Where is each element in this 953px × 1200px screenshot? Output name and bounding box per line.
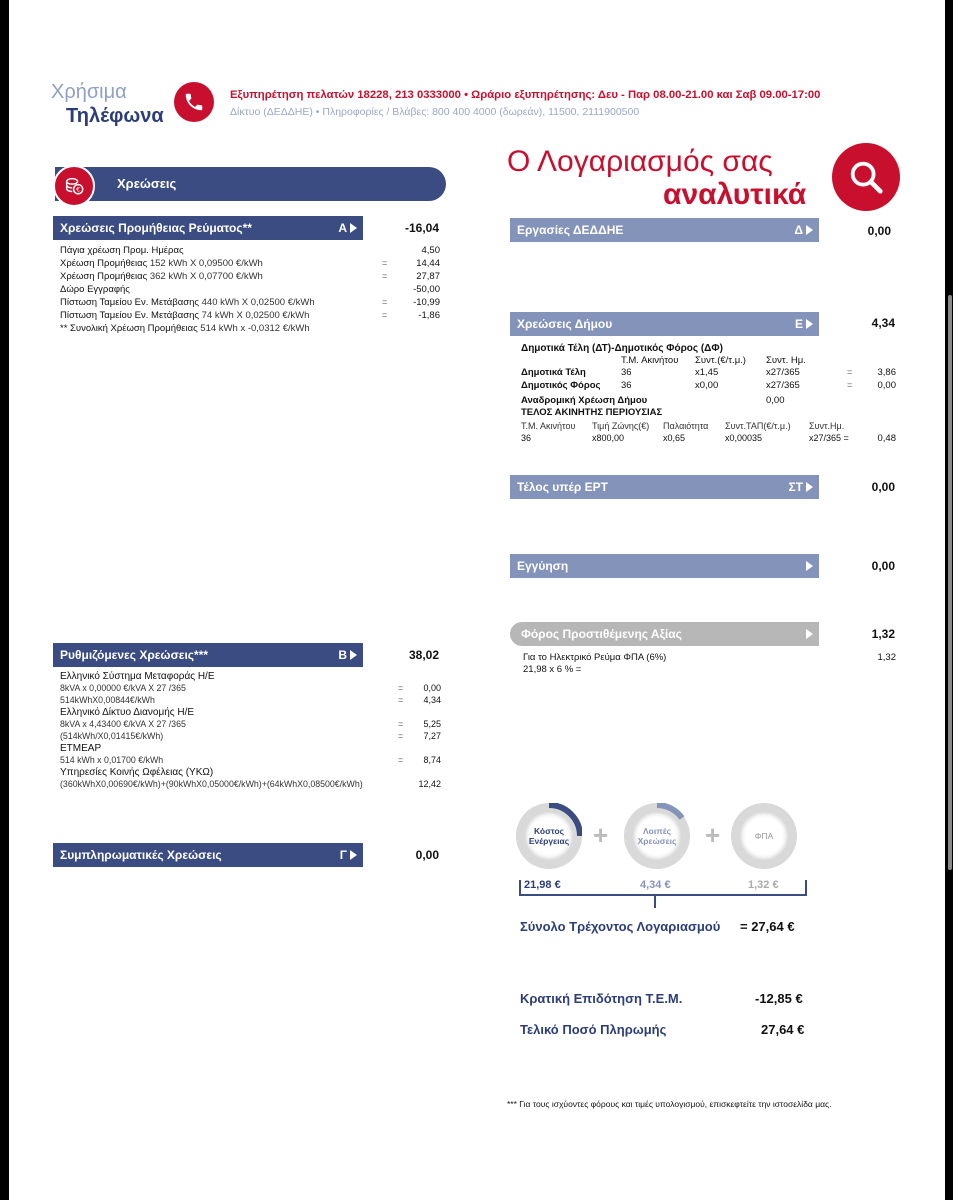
guarantee-amount: 0,00 bbox=[871, 559, 895, 573]
supplementary-letter: Γ bbox=[340, 843, 357, 867]
tap-col-value: 36 bbox=[521, 433, 532, 443]
regulated-row-value: 5,25 bbox=[423, 719, 441, 729]
regulated-row-detail: 514 kWh x 0,01700 €/kWh bbox=[60, 755, 164, 765]
guarantee-arrow bbox=[806, 554, 813, 578]
regulated-row-detail: 514kWhX0,00844€/kWh bbox=[60, 695, 155, 705]
footnote: *** Για τους ισχύοντες φόρους και τιμές υπολογισμού, επισκεφτείτε την ιστοσελίδα μας. bbox=[507, 1099, 832, 1109]
page-title-line2: αναλυτικά bbox=[663, 178, 807, 211]
municipal-row-area: 36 bbox=[621, 380, 632, 391]
supplementary-amount: 0,00 bbox=[415, 848, 439, 862]
deddie-works-label: Εργασίες ΔΕΔΔΗΕ bbox=[517, 223, 624, 237]
magnifier-icon bbox=[832, 143, 900, 211]
regulated-row-eq: = bbox=[398, 731, 404, 741]
triangle-right-icon bbox=[350, 850, 357, 860]
municipal-charges-bar[interactable] bbox=[510, 312, 819, 336]
supply-row-eq: = bbox=[382, 310, 388, 320]
municipal-charges-label: Χρεώσεις Δήμου bbox=[517, 317, 613, 331]
municipal-col-days: Συντ. Ημ. bbox=[766, 355, 806, 366]
deddie-letter: Δ bbox=[794, 218, 813, 242]
regulated-charges-bar[interactable] bbox=[53, 643, 363, 667]
vat-label: Φόρος Προστιθέμενης Αξίας bbox=[521, 627, 682, 641]
municipal-letter: Ε bbox=[795, 312, 813, 336]
total-label: Σύνολο Τρέχοντος Λογαριασμού bbox=[520, 919, 721, 934]
total-value: = 27,64 € bbox=[740, 919, 795, 934]
supply-row-value: -10,99 bbox=[413, 297, 440, 308]
phone-icon bbox=[174, 82, 214, 122]
supply-row bbox=[60, 284, 130, 295]
municipal-row-area: 36 bbox=[621, 367, 632, 378]
regulated-row-eq: = bbox=[398, 683, 404, 693]
regulated-charges-label: Ρυθμιζόμενες Χρεώσεις*** bbox=[60, 648, 209, 662]
supply-row-label: ** Συνολική Χρέωση Προμήθειας bbox=[60, 323, 198, 334]
svg-text:€: € bbox=[76, 185, 81, 194]
regulated-row-detail: (360kWhX0,00690€/kWh)+(90kWhX0,05000€/kWh)+(64kWhX0,08500€/kWh) bbox=[60, 779, 363, 789]
triangle-right-icon bbox=[806, 225, 813, 235]
supply-row-label: Χρέωση Προμήθειας bbox=[60, 271, 148, 282]
ert-amount: 0,00 bbox=[871, 480, 895, 494]
vat-circle-value: 1,32 € bbox=[748, 879, 779, 891]
supply-row bbox=[60, 271, 263, 282]
other-charges-value: 4,34 € bbox=[640, 879, 671, 891]
triangle-right-icon bbox=[806, 629, 813, 639]
ert-fee-bar[interactable] bbox=[510, 475, 819, 499]
supply-row bbox=[60, 245, 184, 256]
vat-circle-label: ΦΠΑ bbox=[740, 812, 788, 860]
other-charges-label: Λοιπές Χρεώσεις bbox=[633, 812, 681, 860]
page-title-line1: Ο Λογαριασμός σας bbox=[507, 145, 773, 178]
municipal-row-rate: x0,00 bbox=[695, 380, 719, 391]
supply-row-label: Πάγια χρέωση Προμ. Ημέρας bbox=[60, 245, 184, 256]
municipal-row-days: x27/365 bbox=[766, 367, 800, 378]
municipal-row-value: 3,86 bbox=[877, 367, 896, 378]
municipal-refund-label: Αναδρομική Χρέωση Δήμου bbox=[521, 395, 648, 406]
tap-col-value: x27/365 = bbox=[809, 433, 849, 443]
tap-col-header: Συντ.ΤΑΠ(€/τ.μ.) bbox=[725, 421, 791, 431]
regulated-row-detail: (514kWh/X0,01415€/kWh) bbox=[60, 731, 164, 741]
supply-row bbox=[60, 297, 315, 308]
municipal-row-eq: = bbox=[847, 367, 853, 377]
tap-col-header: Τιμή Ζώνης(€) bbox=[592, 421, 650, 431]
supply-row-eq: = bbox=[382, 297, 388, 307]
plus-icon: + bbox=[705, 820, 721, 850]
municipal-row-eq: = bbox=[847, 380, 853, 390]
triangle-right-icon bbox=[806, 319, 813, 329]
guarantee-bar[interactable] bbox=[510, 554, 819, 578]
supply-row-detail: 440 kWh X 0,02500 €/kWh bbox=[198, 297, 315, 308]
municipal-row-label: Δημοτικά Τέλη bbox=[521, 367, 586, 378]
municipal-row-label: Δημοτικός Φόρος bbox=[521, 380, 601, 391]
tap-col-value: x0,00035 bbox=[725, 433, 763, 443]
tap-col-value: x800,00 bbox=[592, 433, 625, 443]
regulated-row-detail: 8kVA x 4,43400 €/kVA X 27 /365 bbox=[60, 719, 186, 729]
supply-amount: -16,04 bbox=[404, 221, 439, 235]
supply-charges-label: Χρεώσεις Προμήθειας Ρεύματος** bbox=[60, 221, 252, 235]
supplementary-charges-bar[interactable] bbox=[53, 843, 363, 867]
supply-row-value: -1,86 bbox=[418, 310, 440, 321]
tap-col-header: Παλαιότητα bbox=[663, 421, 709, 431]
tap-heading: ΤΕΛΟΣ ΑΚΙΝΗΤΗΣ ΠΕΡΙΟΥΣΙΑΣ bbox=[521, 407, 663, 418]
tap-col-header: Συντ.Ημ. bbox=[809, 421, 845, 431]
supply-row-label: Δώρο Εγγραφής bbox=[60, 284, 130, 295]
regulated-row-heading: ΕΤΜΕΑΡ bbox=[60, 743, 102, 754]
vat-bar[interactable] bbox=[510, 622, 819, 646]
deddie-works-bar[interactable] bbox=[510, 218, 819, 242]
municipal-amount: 4,34 bbox=[871, 316, 895, 330]
regulated-row-value: 7,27 bbox=[423, 731, 441, 741]
municipal-heading: Δημοτικά Τέλη (ΔΤ)-Δημοτικός Φόρος (ΔΦ) bbox=[521, 343, 723, 354]
municipal-col-rate: Συντ.(€/τ.μ.) bbox=[695, 355, 746, 366]
network-line: Δίκτυο (ΔΕΔΔΗΕ) • Πληροφορίες / Βλάβες: 800 400 4000 (δωρεάν), 11500, 2111900500 bbox=[230, 106, 640, 118]
regulated-row-eq: = bbox=[398, 719, 404, 729]
useful-phones-label bbox=[51, 80, 164, 128]
bracket-tick bbox=[654, 895, 656, 908]
municipal-row-value: 0,00 bbox=[877, 380, 896, 391]
guarantee-label: Εγγύηση bbox=[517, 559, 569, 573]
final-label: Τελικό Ποσό Πληρωμής bbox=[520, 1022, 667, 1037]
regulated-row-value: 12,42 bbox=[418, 779, 441, 789]
municipal-row-rate: x1,45 bbox=[695, 367, 719, 378]
tap-col-header: Τ.Μ. Ακινήτου bbox=[521, 421, 576, 431]
vat-line2: 21,98 x 6 % = bbox=[523, 664, 582, 675]
supply-row-detail: 152 kWh X 0,09500 €/kWh bbox=[147, 258, 263, 269]
supply-row-eq: = bbox=[382, 271, 388, 281]
supply-row bbox=[60, 258, 263, 269]
supply-row-value: 27,87 bbox=[416, 271, 440, 282]
ert-fee-label: Τέλος υπέρ ΕΡΤ bbox=[517, 480, 608, 494]
subsidy-label: Κρατική Επιδότηση Τ.Ε.Μ. bbox=[520, 991, 683, 1006]
other-charges-circle bbox=[624, 803, 690, 869]
regulated-amount: 38,02 bbox=[408, 648, 439, 662]
ert-letter: ΣΤ bbox=[788, 475, 813, 499]
regulated-row-value: 4,34 bbox=[423, 695, 441, 705]
supply-row-eq: = bbox=[382, 258, 388, 268]
triangle-right-icon bbox=[350, 223, 357, 233]
supply-row-label: Πίστωση Ταμείου Εν. Μετάβασης bbox=[60, 310, 199, 321]
final-value: 27,64 € bbox=[761, 1022, 805, 1037]
tap-result: 0,48 bbox=[877, 433, 896, 444]
supply-row-value: 14,44 bbox=[416, 258, 440, 269]
phones-line1: Χρήσιμα bbox=[51, 81, 127, 103]
vat-circle bbox=[731, 803, 797, 869]
plus-icon: + bbox=[593, 820, 609, 850]
scrollbar[interactable] bbox=[948, 295, 952, 870]
supply-letter: Α bbox=[338, 216, 357, 240]
supply-row bbox=[60, 310, 309, 321]
regulated-row-heading: Υπηρεσίες Κοινής Ωφέλειας (ΥΚΩ) bbox=[60, 767, 214, 778]
supply-row-label: Πίστωση Ταμείου Εν. Μετάβασης bbox=[60, 297, 199, 308]
supplementary-charges-label: Συμπληρωματικές Χρεώσεις bbox=[60, 848, 222, 862]
tap-col-value: x0,65 bbox=[663, 433, 686, 443]
triangle-right-icon bbox=[806, 561, 813, 571]
supply-row-label: Χρέωση Προμήθειας bbox=[60, 258, 148, 269]
phones-line2: Τηλέφωνα bbox=[66, 105, 164, 127]
vat-arrow bbox=[806, 622, 813, 646]
vat-line1-value: 1,32 bbox=[877, 652, 896, 663]
supply-row-value: 4,50 bbox=[421, 245, 440, 256]
vat-line1: Για το Ηλεκτρικό Ρεύμα ΦΠΑ (6%) bbox=[523, 652, 667, 663]
regulated-row-value: 8,74 bbox=[423, 755, 441, 765]
supply-row-value: -50,00 bbox=[413, 284, 440, 295]
regulated-row-heading: Ελληνικό Σύστημα Μεταφοράς Η/Ε bbox=[60, 671, 215, 682]
municipal-col-area: Τ.Μ. Ακινήτου bbox=[621, 355, 679, 366]
vat-amount: 1,32 bbox=[871, 627, 895, 641]
regulated-letter: Β bbox=[338, 643, 357, 667]
deddie-amount: 0,00 bbox=[867, 224, 891, 238]
regulated-row-eq: = bbox=[398, 755, 404, 765]
regulated-row-eq: = bbox=[398, 695, 404, 705]
energy-cost-value: 21,98 € bbox=[524, 879, 561, 891]
supply-row bbox=[60, 323, 310, 334]
supply-row-detail: 362 kWh X 0,07700 €/kWh bbox=[147, 271, 263, 282]
customer-service-line: Εξυπηρέτηση πελατών 18228, 213 0333000 • Ωράριο εξυπηρέτησης: Δευ - Παρ 08.00-21.00 και Σαβ 09.00-17:00 bbox=[230, 89, 821, 101]
regulated-row-heading: Ελληνικό Δίκτυο Διανομής Η/Ε bbox=[60, 707, 195, 718]
municipal-row-days: x27/365 bbox=[766, 380, 800, 391]
energy-cost-label: Κόστος Ενέργειας bbox=[525, 812, 573, 860]
regulated-row-value: 0,00 bbox=[423, 683, 441, 693]
regulated-row-detail: 8kVA x 0,00000 €/kVA X 27 /365 bbox=[60, 683, 186, 693]
supply-row-detail: 74 kWh X 0,02500 €/kWh bbox=[198, 310, 310, 321]
energy-cost-circle bbox=[516, 803, 582, 869]
charges-header-bar bbox=[55, 167, 446, 201]
triangle-right-icon bbox=[350, 650, 357, 660]
supply-row-detail: 514 kWh x -0,0312 €/kWh bbox=[197, 323, 310, 334]
charges-header-label: Χρεώσεις bbox=[117, 176, 177, 191]
subsidy-value: -12,85 € bbox=[755, 991, 803, 1006]
municipal-refund-value: 0,00 bbox=[766, 395, 785, 406]
bill-page bbox=[9, 0, 945, 1200]
triangle-right-icon bbox=[806, 482, 813, 492]
supply-charges-bar[interactable] bbox=[53, 216, 363, 240]
euro-coins-icon bbox=[53, 165, 95, 207]
